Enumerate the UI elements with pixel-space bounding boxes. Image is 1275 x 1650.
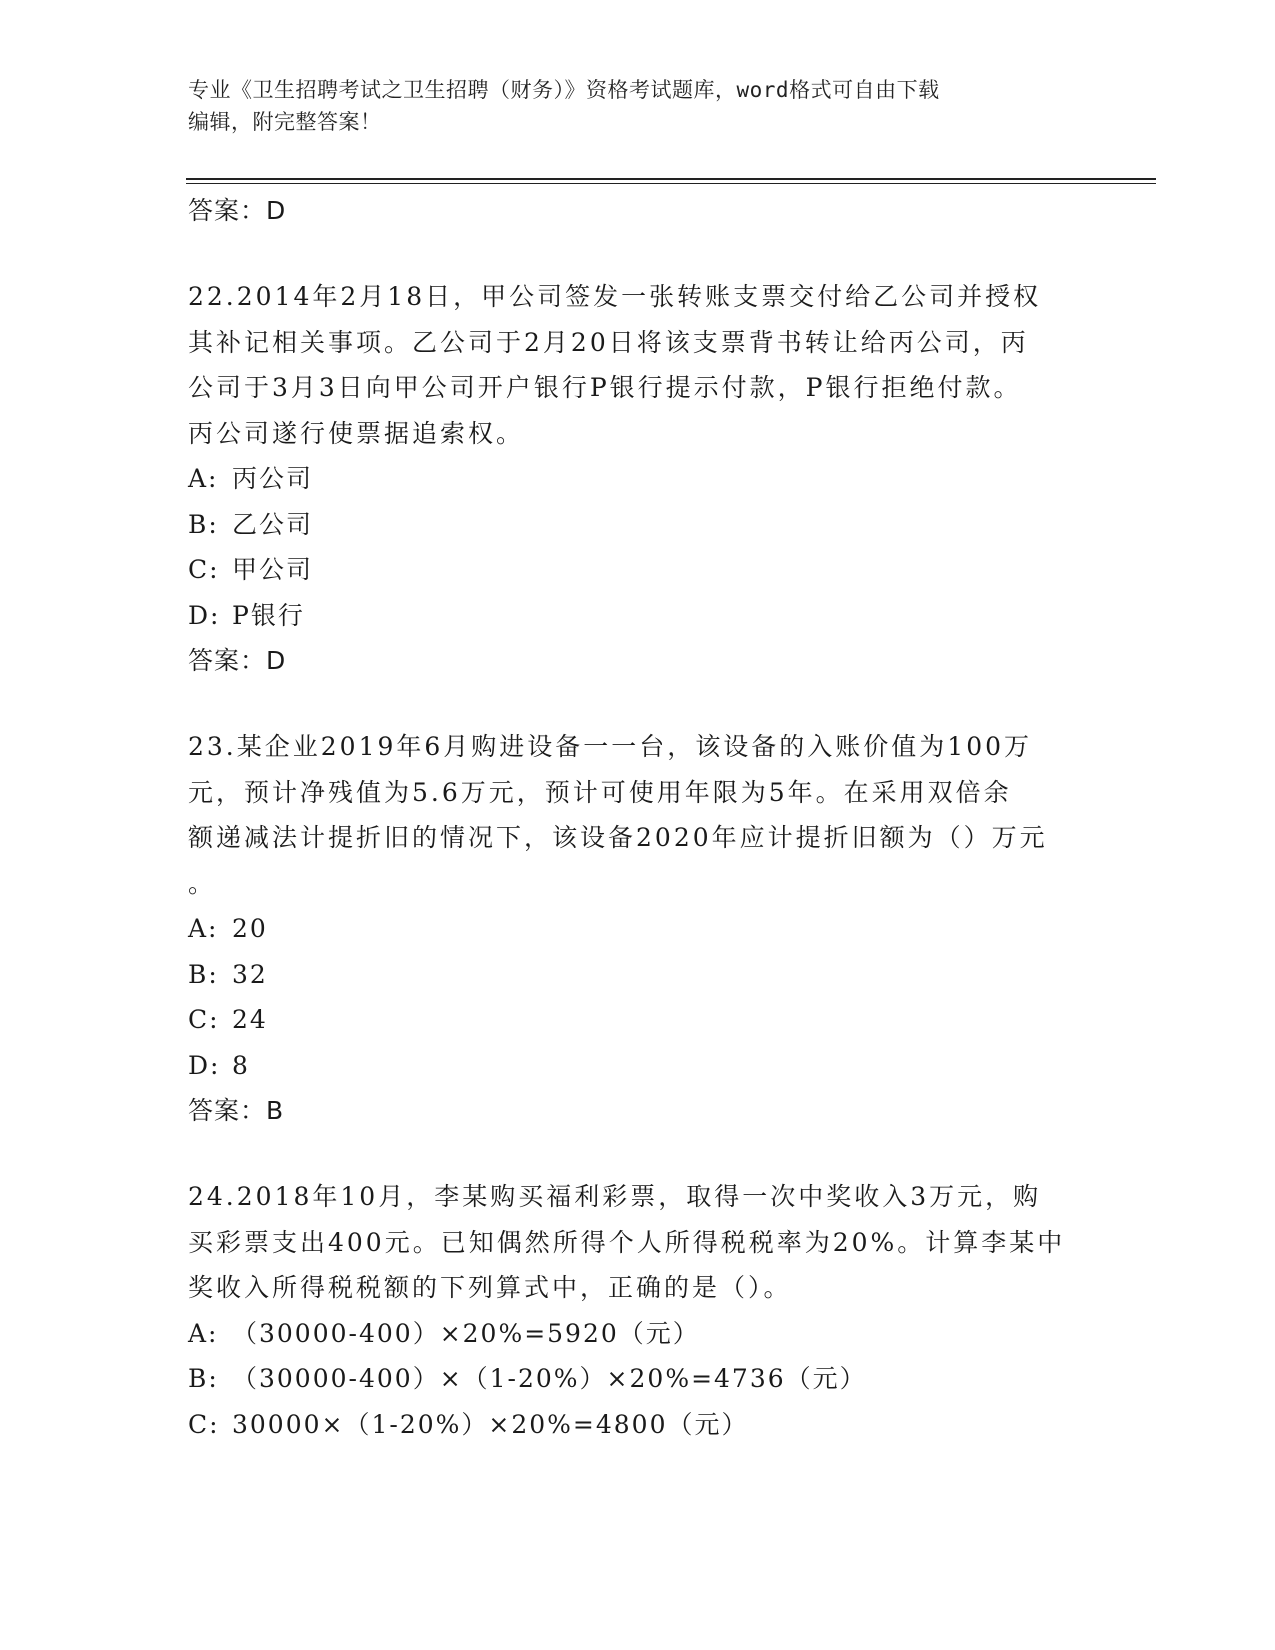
option-letter: C: (188, 555, 220, 584)
question-stem (188, 274, 1088, 456)
answer-option (188, 1356, 1088, 1402)
option-letter: A: (188, 914, 219, 943)
option-letter: B: (188, 959, 219, 989)
previous-answer: 答案：D (188, 196, 287, 225)
option-text: 乙公司 (232, 509, 314, 539)
question-stem-line: 23.某企业2019年6月购进设备一一台，该设备的入账价值为100万 (188, 732, 1033, 761)
option-letter: D: (188, 600, 221, 630)
option-letter: A: (188, 1318, 219, 1348)
answer-option (188, 1043, 1088, 1089)
question-stem-line: 奖收入所得税税额的下列算式中，正确的是（）。 (188, 1273, 792, 1302)
question-answer: 答案：B (188, 1096, 285, 1125)
header-divider-thin (186, 183, 1156, 184)
answer-option (188, 456, 1088, 502)
option-letter: B: (188, 509, 219, 539)
question-stem-line: 24.2018年10月，李某购买福利彩票，取得一次中奖收入3万元，购 (188, 1182, 1042, 1211)
document-header (188, 74, 1088, 138)
question-stem-line: 其补记相关事项。乙公司于2月20日将该支票背书转让给丙公司，丙 (188, 327, 1029, 357)
option-text: P银行 (232, 600, 305, 630)
option-text: 8 (232, 1050, 250, 1080)
header-title-line-2: 编辑，附完整答案！ (188, 110, 382, 134)
option-letter: D: (188, 1050, 221, 1080)
question-item (188, 724, 1088, 1134)
option-letter: C: (188, 1409, 220, 1439)
question-stem-line: 公司于3月3日向甲公司开户银行P银行提示付款，P银行拒绝付款。 (188, 373, 1022, 402)
question-stem (188, 1174, 1088, 1311)
answer-option (188, 997, 1088, 1043)
option-text: 24 (232, 1005, 268, 1034)
question-stem-line: 丙公司遂行使票据追索权。 (188, 418, 525, 448)
questions-container (188, 274, 1088, 1447)
option-text: 丙公司 (232, 464, 314, 493)
header-title-line-1: 专业《卫生招聘考试之卫生招聘（财务）》资格考试题库，word格式可自由下载 (188, 78, 940, 102)
option-text: （30000-400）×（1-20%）×20%=4736（元） (232, 1364, 867, 1393)
option-text: 20 (232, 914, 268, 943)
question-stem-line: 22.2014年2月18日，甲公司签发一张转账支票交付给乙公司并授权 (188, 282, 1042, 311)
answer-option (188, 1402, 1088, 1448)
question-stem-line: 买彩票支出400元。已知偶然所得个人所得税税率为20%。计算李某中 (188, 1227, 1066, 1257)
question-list (188, 188, 1088, 1447)
option-text: 32 (232, 959, 268, 989)
question-stem-line: 。 (188, 868, 217, 898)
answer-option (188, 952, 1088, 998)
question-stem (188, 724, 1088, 906)
option-letter: A: (188, 464, 219, 493)
option-text: 甲公司 (232, 555, 314, 584)
option-text: （30000-400）×20%=5920（元） (232, 1318, 700, 1348)
answer-option (188, 906, 1088, 952)
question-item (188, 1174, 1088, 1447)
question-answer: 答案：D (188, 646, 287, 675)
answer-option (188, 502, 1088, 548)
option-text: 30000×（1-20%）×20%=4800（元） (232, 1409, 749, 1439)
header-divider-thick (186, 178, 1156, 180)
answer-option (188, 547, 1088, 593)
question-stem-line: 额递减法计提折旧的情况下，该设备2020年应计提折旧额为（）万元 (188, 823, 1048, 852)
answer-option (188, 593, 1088, 639)
option-letter: B: (188, 1364, 219, 1393)
answer-option (188, 1311, 1088, 1357)
option-letter: C: (188, 1005, 220, 1034)
question-item (188, 274, 1088, 684)
question-stem-line: 元，预计净残值为5.6万元，预计可使用年限为5年。在采用双倍余 (188, 777, 1012, 807)
